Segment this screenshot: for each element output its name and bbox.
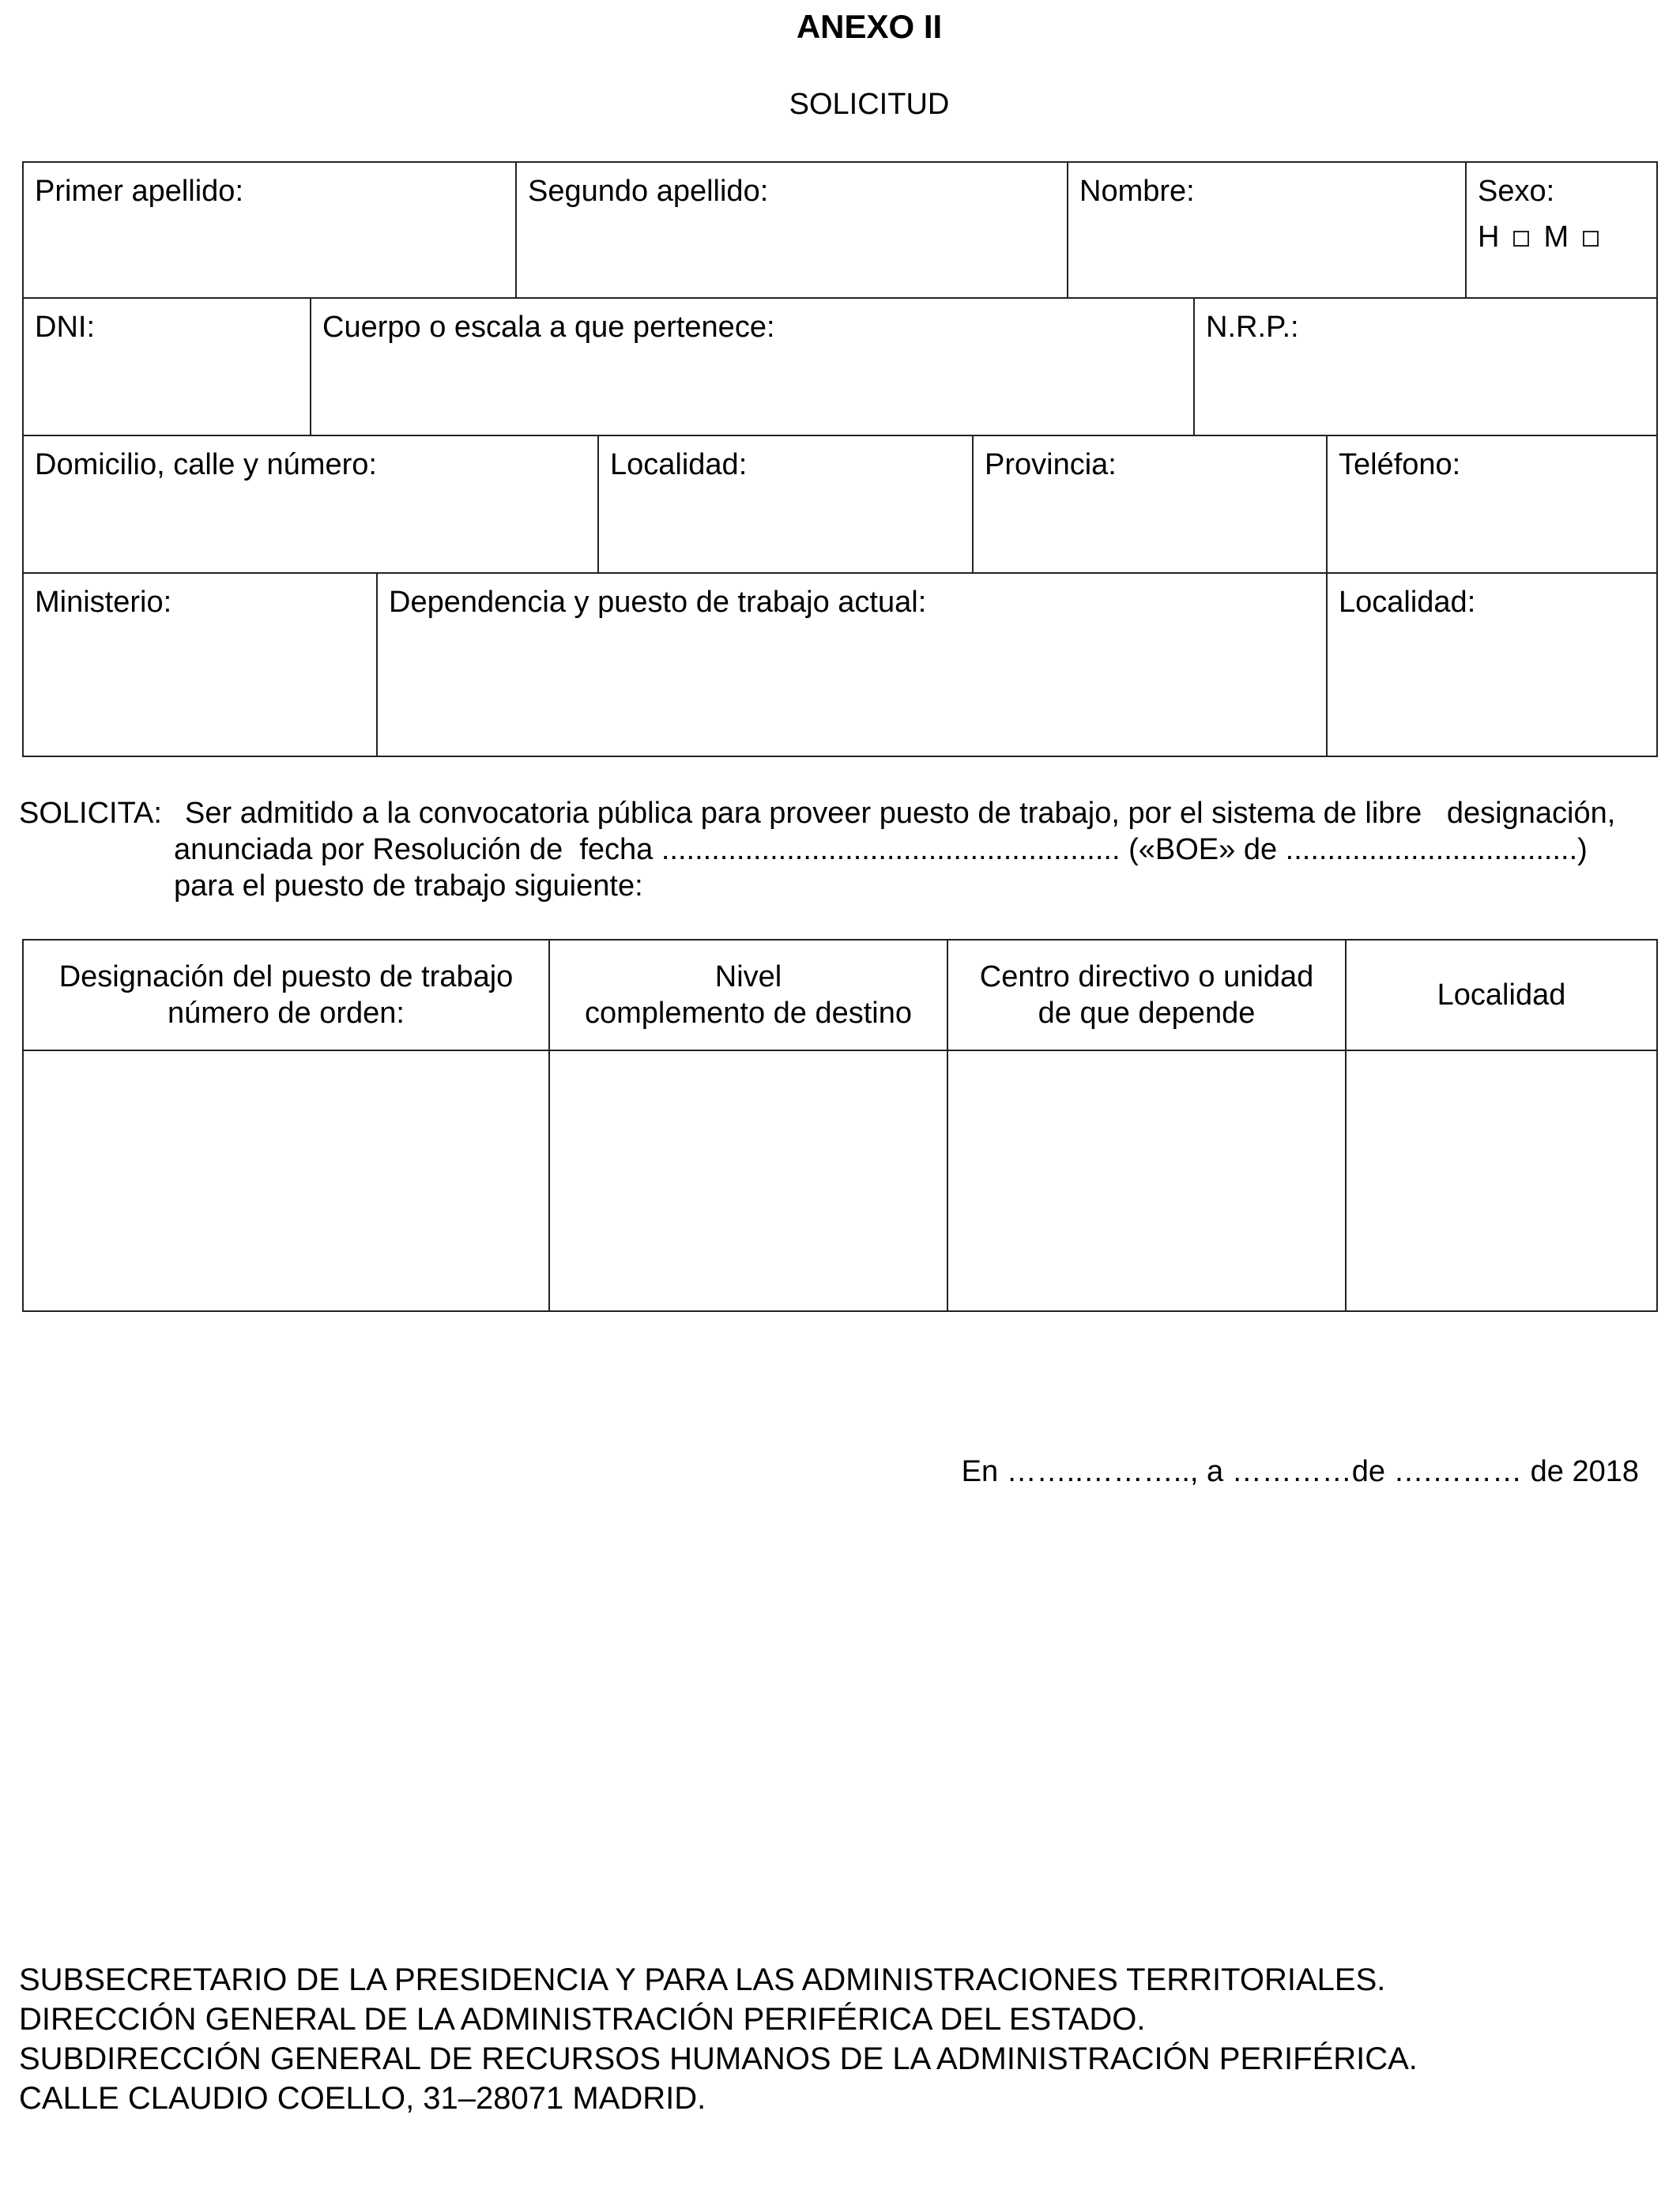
solicita-line-2: anunciada por Resolución de fecha ....................................................... («BOE» de ...................................) <box>174 833 1588 866</box>
puesto-cell-localidad[interactable] <box>1345 1050 1658 1312</box>
solicita-line-3: para el puesto de trabajo siguiente: <box>174 869 643 903</box>
segundo-apellido-field[interactable] <box>515 161 1068 299</box>
nrp-label: N.R.P.: <box>1206 311 1299 344</box>
puesto-header-designacion: Designación del puesto de trabajo número de orden: <box>22 939 550 1051</box>
localidad-trabajo-field[interactable] <box>1326 572 1658 757</box>
domicilio-field[interactable] <box>22 435 599 574</box>
localidad-trabajo-label: Localidad: <box>1339 586 1476 619</box>
primer-apellido-label: Primer apellido: <box>35 175 243 208</box>
puesto-cell-centro[interactable] <box>947 1050 1347 1312</box>
puesto-cell-nivel[interactable] <box>548 1050 948 1312</box>
domicilio-label: Domicilio, calle y número: <box>35 448 377 481</box>
localidad-field[interactable] <box>597 435 974 574</box>
date-line: En ……..……….., a …………de ….……… de 2018 <box>961 1455 1639 1488</box>
puesto-header-localidad: Localidad <box>1345 939 1658 1051</box>
cuerpo-field[interactable] <box>310 297 1195 436</box>
solicita-label: SOLICITA: <box>19 797 162 830</box>
sexo-options <box>1478 218 1645 256</box>
puesto-cell-designacion[interactable] <box>22 1050 550 1312</box>
footer-line: CALLE CLAUDIO COELLO, 31–28071 MADRID. <box>19 2081 706 2116</box>
nombre-field[interactable] <box>1067 161 1467 299</box>
dependencia-field[interactable] <box>376 572 1328 757</box>
dependencia-label: Dependencia y puesto de trabajo actual: <box>389 586 927 619</box>
solicita-line-1: Ser admitido a la convocatoria pública para proveer puesto de trabajo, por el sistema de libre designación, <box>185 797 1616 830</box>
footer-line: SUBDIRECCIÓN GENERAL DE RECURSOS HUMANOS DE LA ADMINISTRACIÓN PERIFÉRICA. <box>19 2041 1418 2076</box>
sexo-m-label: M <box>1543 221 1569 254</box>
nombre-label: Nombre: <box>1079 175 1195 208</box>
footer-line: SUBSECRETARIO DE LA PRESIDENCIA Y PARA LAS ADMINISTRACIONES TERRITORIALES. <box>19 1962 1386 1997</box>
sexo-field <box>1465 161 1658 299</box>
provincia-field[interactable] <box>972 435 1328 574</box>
provincia-label: Provincia: <box>985 448 1117 481</box>
primer-apellido-field[interactable] <box>22 161 517 299</box>
sexo-h-checkbox[interactable] <box>1513 231 1529 247</box>
sexo-m-checkbox[interactable] <box>1583 231 1599 247</box>
sexo-h-label: H <box>1478 221 1500 254</box>
segundo-apellido-label: Segundo apellido: <box>528 175 769 208</box>
footer-line: DIRECCIÓN GENERAL DE LA ADMINISTRACIÓN PERIFÉRICA DEL ESTADO. <box>19 2002 1146 2037</box>
telefono-label: Teléfono: <box>1339 448 1461 481</box>
page-subtitle: SOLICITUD <box>789 88 950 121</box>
puesto-header-centro: Centro directivo o unidad de que depende <box>947 939 1347 1051</box>
localidad-label: Localidad: <box>610 448 748 481</box>
cuerpo-label: Cuerpo o escala a que pertenece: <box>322 311 775 344</box>
puesto-header-nivel: Nivel complemento de destino <box>548 939 948 1051</box>
nrp-field[interactable] <box>1193 297 1658 436</box>
page-title: ANEXO II <box>796 8 943 45</box>
sexo-label: Sexo: <box>1478 175 1555 208</box>
footer-address <box>19 1960 1418 2118</box>
dni-field[interactable] <box>22 297 311 436</box>
ministerio-field[interactable] <box>22 572 378 757</box>
ministerio-label: Ministerio: <box>35 586 172 619</box>
telefono-field[interactable] <box>1326 435 1658 574</box>
dni-label: DNI: <box>35 311 95 344</box>
